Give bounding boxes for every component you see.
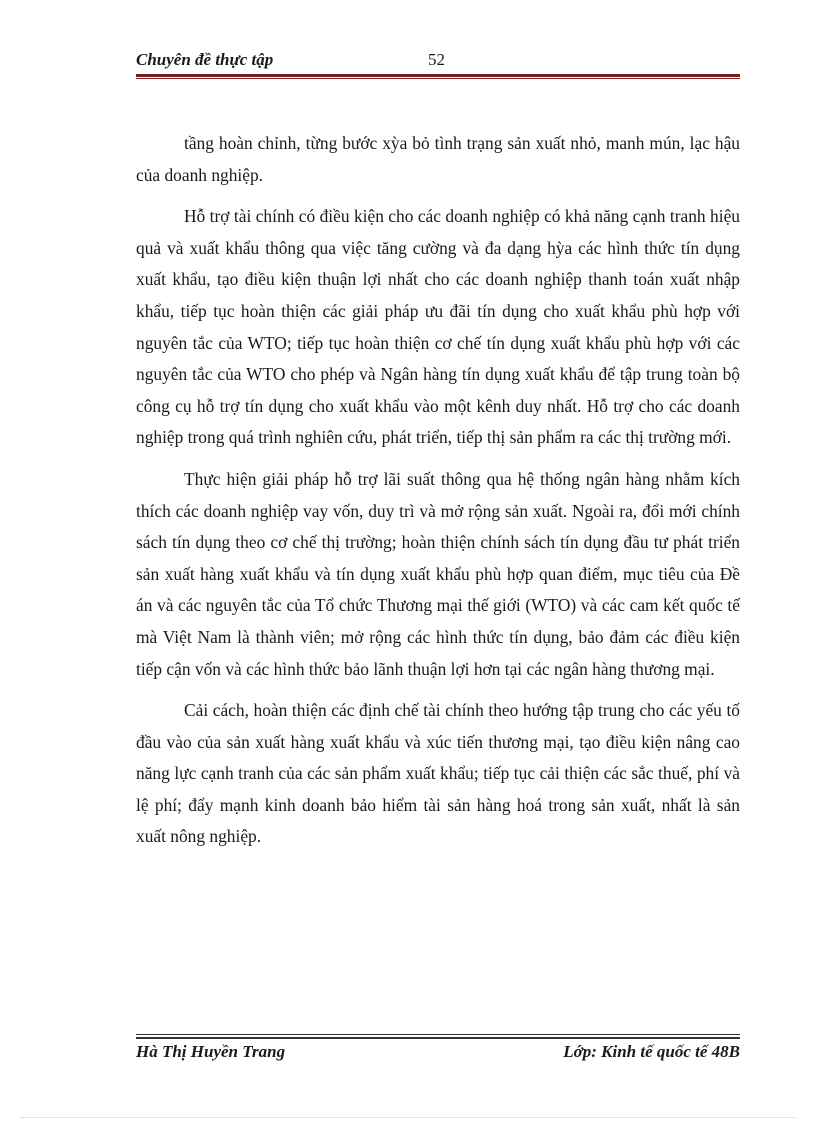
footer-rule-thick [136, 1037, 740, 1039]
footer-author: Hà Thị Huyền Trang [136, 1042, 286, 1061]
paragraph-4: Cải cách, hoàn thiện các định chế tài chính theo hướng tập trung cho các yếu tố đầu vào của sản xuất hàng xuất khẩu và xúc tiến thương mại, tạo điều kiện nâng cao năng lực cạnh tranh của các sản phẩm xuất khẩu; tiếp tục cải thiện các sắc thuế, phí và lệ phí; đẩy mạnh kinh doanh bảo hiểm tài sản hàng hoá trong sản xuất, nhất là sản xuất nông nghiệp. [136, 700, 740, 847]
header-rule-thick [136, 74, 740, 77]
header-rule-thin [136, 78, 740, 79]
footer-rule-thin [136, 1034, 740, 1035]
paragraph-3: Thực hiện giải pháp hỗ trợ lãi suất thông qua hệ thống ngân hàng nhằm kích thích các doanh nghiệp vay vốn, duy trì và mở rộng sản xuất. Ngoài ra, đổi mới chính sách tín dụng theo cơ chế thị trường; hoàn thiện chính sách tín dụng đầu tư phát triển sản xuất hàng xuất khẩu và tín dụng xuất khẩu phù hợp quan điểm, mục tiêu của Đề án và các nguyên tắc của Tổ chức Thương mại thế giới (WTO) và các cam kết quốc tế mà Việt Nam là thành viên; mở rộng các hình thức tín dụng, bảo đảm các điều kiện tiếp cận vốn và các hình thức bảo lãnh thuận lợi hơn tại các ngân hàng thương mại. [136, 468, 740, 679]
header-title: Chuyên đề thực tập [136, 50, 274, 69]
paragraph-1: tầng hoàn chỉnh, từng bước xỳa bỏ tình trạng sản xuất nhỏ, manh mún, lạc hậu của doanh nghiệp. [136, 133, 740, 185]
body-text [136, 128, 740, 863]
page-bottom-border [20, 1117, 796, 1118]
paragraph-2: Hỗ trợ tài chính có điều kiện cho các doanh nghiệp có khả năng cạnh tranh hiệu quả và xuất khẩu thông qua việc tăng cường và đa dạng hỳa các hình thức tín dụng xuất khẩu, tạo điều kiện thuận lợi nhất cho các doanh nghiệp thanh toán xuất nhập khẩu, tiếp tục hoàn thiện các giải pháp ưu đãi tín dụng cho xuất khẩu phù hợp với nguyên tắc của WTO; tiếp tục hoàn thiện cơ chế tín dụng xuất khẩu phù hợp với các nguyên tắc của WTO cho phép và Ngân hàng tín dụng xuất khẩu để tập trung toàn bộ công cụ hỗ trợ tín dụng cho xuất khẩu vào một kênh duy nhất. Hỗ trợ cho các doanh nghiệp trong quá trình nghiên cứu, phát triển, tiếp thị sản phẩm ra các thị trường mới. [136, 206, 740, 448]
page-footer [136, 1042, 740, 1066]
footer-class: Lớp: Kinh tế quốc tế 48B [563, 1042, 740, 1061]
page-header [136, 48, 740, 74]
page-number: 52 [428, 50, 445, 69]
